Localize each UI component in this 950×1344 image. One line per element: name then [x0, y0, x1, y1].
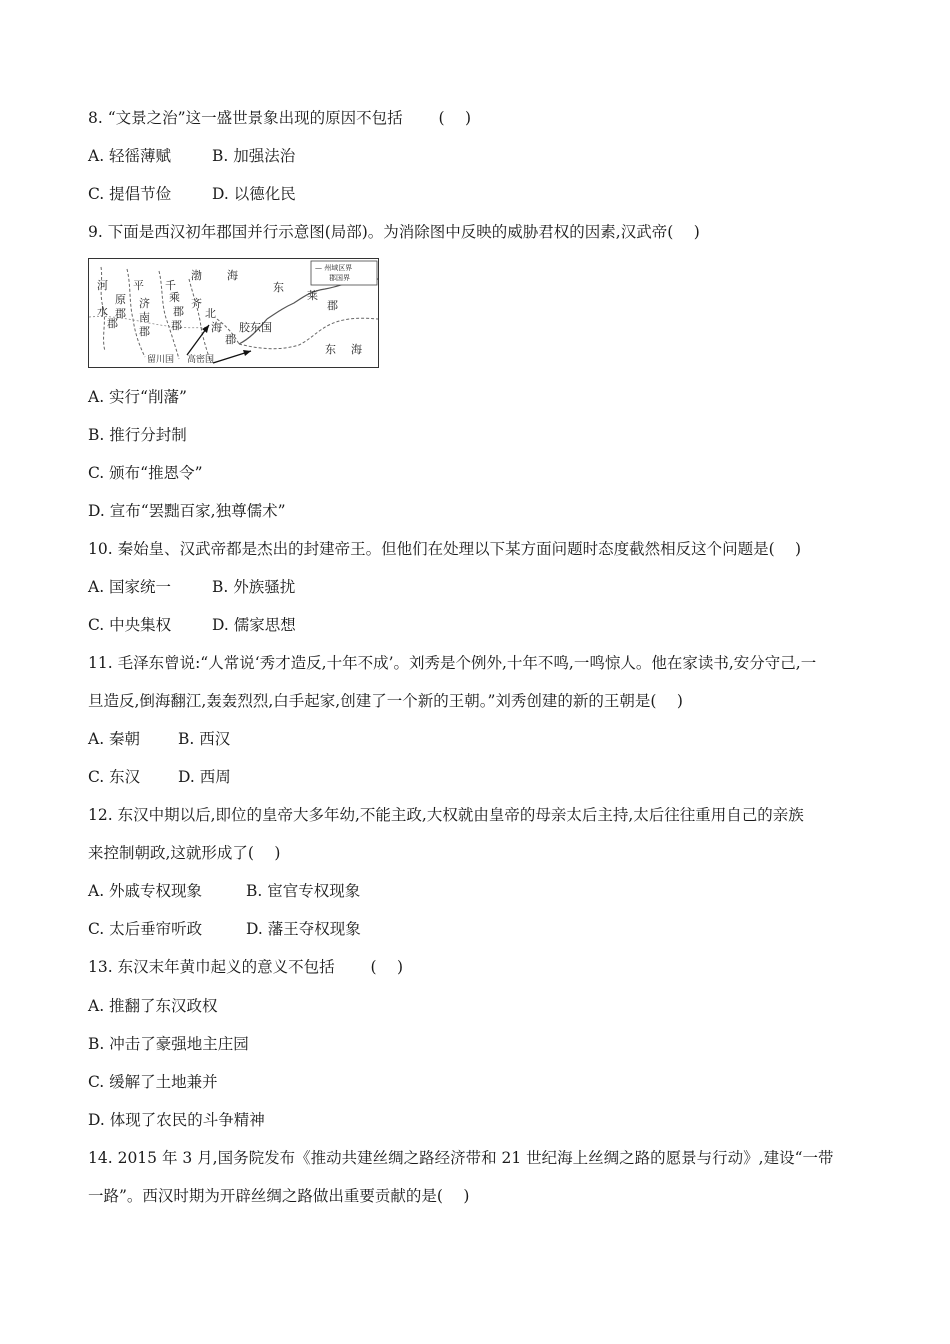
- label-qiancheng3: 郡: [173, 305, 184, 318]
- legend-line2: 郡国界: [329, 274, 350, 282]
- question-11-stem-line1: 11. 毛泽东曾说:“人常说‘秀才造反,十年不成’。刘秀是个例外,十年不鸣,一鸣惊人。他在家读书,安分守己,一: [88, 654, 817, 672]
- q12-option-d: D. 藩王夺权现象: [246, 920, 361, 938]
- label-heshui3: 郡: [107, 317, 118, 330]
- q8-option-b: B. 加强法治: [212, 147, 296, 165]
- q12-option-b: B. 宦官专权现象: [246, 882, 361, 900]
- question-14-stem-line2: 一路”。西汉时期为开辟丝绸之路做出重要贡献的是( ): [88, 1187, 470, 1205]
- map-drawing: [89, 259, 378, 367]
- q13-option-a: A. 推翻了东汉政权: [88, 997, 218, 1015]
- label-pingyuan3: 郡: [115, 307, 126, 320]
- q12-option-c: C. 太后垂帘听政: [88, 920, 203, 938]
- label-donghai2: 海: [351, 343, 362, 356]
- q11-option-b: B. 西汉: [178, 730, 231, 748]
- label-qiancheng1: 千: [165, 279, 176, 292]
- arrow-gaomi-head: [243, 350, 251, 356]
- q9-option-a: A. 实行“削藩”: [88, 388, 187, 406]
- q8-option-a: A. 轻徭薄赋: [88, 147, 172, 165]
- question-11-stem-line2: 旦造反,倒海翻江,轰轰烈烈,白手起家,创建了一个新的王朝。”刘秀创建的新的王朝是( ): [88, 692, 683, 710]
- q13-option-d: D. 体现了农民的斗争精神: [88, 1111, 265, 1129]
- label-bei: 北: [205, 307, 216, 320]
- label-jiaodong: 胶东国: [239, 321, 272, 334]
- label-qi: 齐: [191, 297, 202, 310]
- label-jinan2: 南: [139, 311, 150, 324]
- label-qiancheng2: 乘: [169, 291, 180, 304]
- han-commandery-map: [88, 258, 379, 368]
- q10-option-a: A. 国家统一: [88, 578, 172, 596]
- label-donglai2: 莱: [307, 289, 318, 302]
- q9-option-c: C. 颁布“推恩令”: [88, 464, 203, 482]
- label-donglai3: 郡: [327, 299, 338, 312]
- label-heshui2: 水: [97, 305, 108, 318]
- q10-option-b: B. 外族骚扰: [212, 578, 296, 596]
- label-hai: 海: [211, 321, 222, 334]
- legend-line1: — 州域区界: [315, 264, 353, 272]
- q12-option-a: A. 外戚专权现象: [88, 882, 203, 900]
- label-heshui1: 河: [97, 279, 108, 292]
- q13-option-b: B. 冲击了豪强地主庄园: [88, 1035, 249, 1053]
- question-12-stem-line2: 来控制朝政,这就形成了( ): [88, 844, 281, 862]
- label-pingyuan1: 平: [133, 279, 144, 292]
- label-bohai1: 渤: [191, 269, 202, 282]
- question-14-stem-line1: 14. 2015 年 3 月,国务院发布《推动共建丝绸之路经济带和 21 世纪海上丝绸之路的愿景与行动》,建设“一带: [88, 1149, 834, 1167]
- question-13-stem: 13. 东汉末年黄巾起义的意义不包括 ( ): [88, 958, 404, 976]
- label-zichuan: 留川国: [147, 355, 175, 365]
- label-donglai1: 东: [273, 281, 284, 294]
- label-jinan3: 郡: [139, 325, 150, 338]
- q10-option-d: D. 儒家思想: [212, 616, 296, 634]
- label-beihai-jun: 郡: [225, 333, 236, 346]
- label-bohai2: 海: [227, 269, 238, 282]
- q8-option-d: D. 以德化民: [212, 185, 296, 203]
- label-donghai1: 东: [325, 343, 336, 356]
- question-9-stem: 9. 下面是西汉初年郡国并行示意图(局部)。为消除图中反映的威胁君权的因素,汉武帝( ): [88, 223, 700, 241]
- q11-option-c: C. 东汉: [88, 768, 141, 786]
- question-10-stem: 10. 秦始皇、汉武帝都是杰出的封建帝王。但他们在处理以下某方面问题时态度截然相反这个问题是( ): [88, 540, 802, 558]
- q8-option-c: C. 提倡节俭: [88, 185, 172, 203]
- q9-option-d: D. 宣布“罢黜百家,独尊儒术”: [88, 502, 286, 520]
- question-12-stem-line1: 12. 东汉中期以后,即位的皇帝大多年幼,不能主政,大权就由皇帝的母亲太后主持,太后往往重用自己的亲族: [88, 806, 804, 824]
- label-jun-qi: 郡: [171, 319, 182, 332]
- label-pingyuan2: 原: [115, 293, 126, 306]
- question-8-stem: 8. “文景之治”这一盛世景象出现的原因不包括 ( ): [88, 109, 472, 127]
- label-jinan1: 济: [139, 297, 150, 310]
- q11-option-d: D. 西周: [178, 768, 231, 786]
- q13-option-c: C. 缓解了土地兼并: [88, 1073, 218, 1091]
- q9-option-b: B. 推行分封制: [88, 426, 187, 444]
- boundary-qi: [189, 279, 211, 363]
- label-gaomi: 高密国: [187, 355, 215, 365]
- q11-option-a: A. 秦朝: [88, 730, 141, 748]
- arrow-zichuan-head: [202, 325, 209, 333]
- q10-option-c: C. 中央集权: [88, 616, 172, 634]
